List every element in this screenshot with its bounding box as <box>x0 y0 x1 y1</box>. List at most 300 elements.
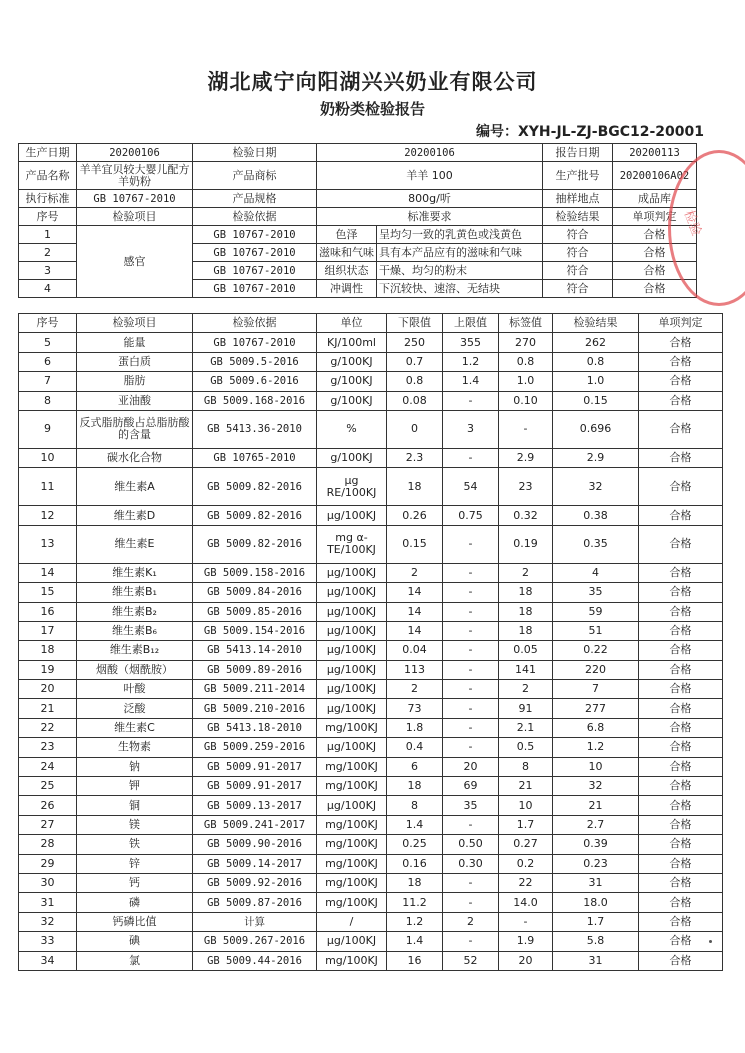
result-cell: 0.15 <box>553 391 639 410</box>
basis-cell: GB 10765-2010 <box>193 448 317 467</box>
judgement-cell: 合格 <box>639 699 723 718</box>
report-number: 编号：XYH-JL-ZJ-BGC12-20001 <box>476 124 705 140</box>
unit-cell: % <box>317 410 387 448</box>
nutrient-row <box>19 506 723 525</box>
judgement-cell: 合格 <box>639 468 723 506</box>
item-name: 碳水化合物 <box>77 448 193 467</box>
row-number: 13 <box>19 525 77 563</box>
nutrient-row <box>19 854 723 873</box>
max-cell: 69 <box>443 777 499 796</box>
row-number: 5 <box>19 333 77 352</box>
nutrient-row <box>19 718 723 737</box>
row-number: 23 <box>19 738 77 757</box>
nutrient-row <box>19 448 723 467</box>
nutrient-row <box>19 602 723 621</box>
unit-cell: g/100KJ <box>317 448 387 467</box>
basis-cell: GB 5009.241-2017 <box>193 815 317 834</box>
col-header: 单位 <box>317 314 387 333</box>
company-name: 湖北咸宁向阳湖兴兴奶业有限公司 <box>207 70 538 94</box>
unit-cell: μg/100KJ <box>317 796 387 815</box>
max-cell: - <box>443 641 499 660</box>
min-cell: 14 <box>387 583 443 602</box>
result-cell: 5.8 <box>553 932 639 951</box>
col-header: 标签值 <box>499 314 553 333</box>
nutrient-row <box>19 525 723 563</box>
unit-cell: mg/100KJ <box>317 777 387 796</box>
item-name: 维生素D <box>77 506 193 525</box>
basis-cell: GB 5009.14-2017 <box>193 854 317 873</box>
row-number: 18 <box>19 641 77 660</box>
row-number: 15 <box>19 583 77 602</box>
report-date-label: 报告日期 <box>543 144 613 162</box>
item-name: 镁 <box>77 815 193 834</box>
result-cell: 262 <box>553 333 639 352</box>
basis-cell: GB 10767-2010 <box>193 244 317 262</box>
nutrient-row <box>19 835 723 854</box>
min-cell: 8 <box>387 796 443 815</box>
label-value-cell: 91 <box>499 699 553 718</box>
nutrient-row <box>19 563 723 582</box>
label-value-cell: 20 <box>499 951 553 970</box>
unit-cell: mg/100KJ <box>317 873 387 892</box>
judgement-cell: 合格 <box>639 796 723 815</box>
col-header: 标准要求 <box>317 208 543 226</box>
item-name: 脂肪 <box>77 372 193 391</box>
min-cell: 0.08 <box>387 391 443 410</box>
max-cell: - <box>443 602 499 621</box>
item-name: 维生素A <box>77 468 193 506</box>
row-number: 2 <box>19 244 77 262</box>
item-name: 蛋白质 <box>77 352 193 371</box>
nutrient-row <box>19 796 723 815</box>
info-row-1 <box>19 144 697 162</box>
min-cell: 250 <box>387 333 443 352</box>
item-name: 维生素K₁ <box>77 563 193 582</box>
unit-cell: KJ/100ml <box>317 333 387 352</box>
requirement-cell: 干燥、均匀的粉末 <box>377 262 543 280</box>
min-cell: 0.26 <box>387 506 443 525</box>
result-cell: 1.0 <box>553 372 639 391</box>
result-cell: 0.35 <box>553 525 639 563</box>
unit-cell: μg/100KJ <box>317 621 387 640</box>
basis-cell: GB 5009.158-2016 <box>193 563 317 582</box>
judgement-cell: 合格 <box>613 244 697 262</box>
attribute-cell: 滋味和气味 <box>317 244 377 262</box>
row-number: 1 <box>19 226 77 244</box>
judgement-cell: 合格 <box>639 660 723 679</box>
max-cell: 2 <box>443 912 499 931</box>
label-value-cell: 0.32 <box>499 506 553 525</box>
unit-cell: mg/100KJ <box>317 951 387 970</box>
label-value-cell: 22 <box>499 873 553 892</box>
max-cell: - <box>443 699 499 718</box>
nutrient-row <box>19 680 723 699</box>
spec-label: 产品规格 <box>193 190 317 208</box>
judgement-cell: 合格 <box>639 932 723 951</box>
row-number: 3 <box>19 262 77 280</box>
place-label: 抽样地点 <box>543 190 613 208</box>
judgement-cell: 合格 <box>639 854 723 873</box>
min-cell: 1.4 <box>387 815 443 834</box>
item-name: 铜 <box>77 796 193 815</box>
requirement-cell: 具有本产品应有的滋味和气味 <box>377 244 543 262</box>
judgement-cell: 合格 <box>613 262 697 280</box>
unit-cell: μg/100KJ <box>317 738 387 757</box>
max-cell: - <box>443 873 499 892</box>
row-number: 32 <box>19 912 77 931</box>
nutrient-row <box>19 777 723 796</box>
judgement-cell: 合格 <box>639 525 723 563</box>
basis-cell: 计算 <box>193 912 317 931</box>
label-value-cell: 0.05 <box>499 641 553 660</box>
sensory-header-row <box>19 208 697 226</box>
nutrient-row <box>19 641 723 660</box>
col-header: 检验依据 <box>193 314 317 333</box>
label-value-cell: 2.9 <box>499 448 553 467</box>
item-name: 氯 <box>77 951 193 970</box>
result-cell: 4 <box>553 563 639 582</box>
col-header: 单项判定 <box>639 314 723 333</box>
min-cell: 0.15 <box>387 525 443 563</box>
label-value-cell: 141 <box>499 660 553 679</box>
batch-label: 生产批号 <box>543 162 613 190</box>
result-cell: 1.7 <box>553 912 639 931</box>
col-header: 检验结果 <box>543 208 613 226</box>
row-number: 7 <box>19 372 77 391</box>
result-cell: 7 <box>553 680 639 699</box>
nutrient-row <box>19 912 723 931</box>
label-value-cell: 2 <box>499 680 553 699</box>
max-cell: 355 <box>443 333 499 352</box>
brand-value: 羊羊 100 <box>317 162 543 190</box>
basis-cell: GB 5009.89-2016 <box>193 660 317 679</box>
col-header: 检验项目 <box>77 314 193 333</box>
report-title: 奶粉类检验报告 <box>319 100 425 118</box>
unit-cell: g/100KJ <box>317 352 387 371</box>
judgement-cell: 合格 <box>639 602 723 621</box>
row-number: 11 <box>19 468 77 506</box>
row-number: 30 <box>19 873 77 892</box>
judgement-cell: 合格 <box>639 372 723 391</box>
attribute-cell: 组织状态 <box>317 262 377 280</box>
basis-cell: GB 5413.14-2010 <box>193 641 317 660</box>
unit-cell: μg/100KJ <box>317 602 387 621</box>
sensory-table <box>18 143 697 298</box>
min-cell: 2 <box>387 680 443 699</box>
judgement-cell: 合格 <box>639 718 723 737</box>
item-name: 泛酸 <box>77 699 193 718</box>
max-cell: - <box>443 448 499 467</box>
result-cell: 220 <box>553 660 639 679</box>
min-cell: 18 <box>387 873 443 892</box>
min-cell: 14 <box>387 621 443 640</box>
unit-cell: mg α-TE/100KJ <box>317 525 387 563</box>
requirement-cell: 下沉较快、速溶、无结块 <box>377 280 543 298</box>
basis-cell: GB 5413.36-2010 <box>193 410 317 448</box>
label-value-cell: 0.10 <box>499 391 553 410</box>
col-header: 序号 <box>19 314 77 333</box>
unit-cell: μg/100KJ <box>317 506 387 525</box>
item-name: 钙磷比值 <box>77 912 193 931</box>
label-value-cell: 0.19 <box>499 525 553 563</box>
max-cell: - <box>443 738 499 757</box>
basis-cell: GB 5009.210-2016 <box>193 699 317 718</box>
result-cell: 0.39 <box>553 835 639 854</box>
min-cell: 1.2 <box>387 912 443 931</box>
nutrient-row <box>19 468 723 506</box>
label-value-cell: 2.1 <box>499 718 553 737</box>
col-header: 检验项目 <box>77 208 193 226</box>
min-cell: 0 <box>387 410 443 448</box>
judgement-cell: 合格 <box>639 448 723 467</box>
unit-cell: mg/100KJ <box>317 835 387 854</box>
place-value: 成品库 <box>613 190 697 208</box>
basis-cell: GB 5009.6-2016 <box>193 372 317 391</box>
product-name-value: 羊羊宜贝较大婴儿配方羊奶粉 <box>77 162 193 190</box>
min-cell: 14 <box>387 602 443 621</box>
label-value-cell: 14.0 <box>499 893 553 912</box>
judgement-cell: 合格 <box>639 912 723 931</box>
min-cell: 18 <box>387 777 443 796</box>
report-date-value: 20200113 <box>613 144 697 162</box>
nutrient-row <box>19 410 723 448</box>
result-cell: 31 <box>553 951 639 970</box>
basis-cell: GB 5009.85-2016 <box>193 602 317 621</box>
label-value-cell: 18 <box>499 583 553 602</box>
row-number: 21 <box>19 699 77 718</box>
row-number: 28 <box>19 835 77 854</box>
result-cell: 符合 <box>543 280 613 298</box>
max-cell: 1.2 <box>443 352 499 371</box>
item-name: 维生素B₁ <box>77 583 193 602</box>
result-cell: 0.22 <box>553 641 639 660</box>
label-value-cell: 270 <box>499 333 553 352</box>
item-name: 磷 <box>77 893 193 912</box>
basis-cell: GB 5009.211-2014 <box>193 680 317 699</box>
item-name: 反式脂肪酸占总脂肪酸的含量 <box>77 410 193 448</box>
basis-cell: GB 5009.168-2016 <box>193 391 317 410</box>
row-number: 4 <box>19 280 77 298</box>
max-cell: - <box>443 621 499 640</box>
judgement-cell: 合格 <box>639 738 723 757</box>
item-name: 锌 <box>77 854 193 873</box>
result-cell: 6.8 <box>553 718 639 737</box>
item-name: 维生素B₁₂ <box>77 641 193 660</box>
judgement-cell: 合格 <box>639 506 723 525</box>
row-number: 25 <box>19 777 77 796</box>
judgement-cell: 合格 <box>639 893 723 912</box>
nutrient-row <box>19 932 723 951</box>
result-cell: 35 <box>553 583 639 602</box>
label-value-cell: 18 <box>499 602 553 621</box>
item-name: 叶酸 <box>77 680 193 699</box>
judgement-cell: 合格 <box>639 873 723 892</box>
judgement-cell: 合格 <box>639 951 723 970</box>
insp-date-label: 检验日期 <box>193 144 317 162</box>
min-cell: 2 <box>387 563 443 582</box>
judgement-cell: 合格 <box>639 583 723 602</box>
stamp-text: 检验 <box>680 208 704 238</box>
basis-cell: GB 5009.91-2017 <box>193 757 317 776</box>
basis-cell: GB 5009.87-2016 <box>193 893 317 912</box>
max-cell: - <box>443 680 499 699</box>
result-cell: 10 <box>553 757 639 776</box>
label-value-cell: 10 <box>499 796 553 815</box>
basis-cell: GB 5009.44-2016 <box>193 951 317 970</box>
row-number: 22 <box>19 718 77 737</box>
basis-cell: GB 10767-2010 <box>193 280 317 298</box>
nutrient-row <box>19 951 723 970</box>
max-cell: 0.50 <box>443 835 499 854</box>
label-value-cell: 1.0 <box>499 372 553 391</box>
unit-cell: mg/100KJ <box>317 893 387 912</box>
min-cell: 0.16 <box>387 854 443 873</box>
result-cell: 0.38 <box>553 506 639 525</box>
nutrient-row <box>19 333 723 352</box>
nutrient-row <box>19 757 723 776</box>
nutrient-row <box>19 873 723 892</box>
result-cell: 18.0 <box>553 893 639 912</box>
judgement-cell: 合格 <box>639 777 723 796</box>
max-cell: - <box>443 391 499 410</box>
max-cell: - <box>443 893 499 912</box>
item-name: 生物素 <box>77 738 193 757</box>
row-number: 27 <box>19 815 77 834</box>
min-cell: 0.04 <box>387 641 443 660</box>
scan-speck <box>709 940 712 943</box>
sensory-group-label: 感官 <box>77 226 193 298</box>
attribute-cell: 冲调性 <box>317 280 377 298</box>
requirement-cell: 呈均匀一致的乳黄色或浅黄色 <box>377 226 543 244</box>
unit-cell: μg RE/100KJ <box>317 468 387 506</box>
max-cell: - <box>443 563 499 582</box>
unit-cell: mg/100KJ <box>317 757 387 776</box>
judgement-cell: 合格 <box>639 757 723 776</box>
unit-cell: μg/100KJ <box>317 680 387 699</box>
row-number: 26 <box>19 796 77 815</box>
item-name: 碘 <box>77 932 193 951</box>
col-header: 检验依据 <box>193 208 317 226</box>
result-cell: 符合 <box>543 262 613 280</box>
unit-cell: g/100KJ <box>317 372 387 391</box>
batch-value: 20200106A02 <box>613 162 697 190</box>
row-number: 9 <box>19 410 77 448</box>
nutrient-header-row <box>19 314 723 333</box>
judgement-cell: 合格 <box>639 410 723 448</box>
row-number: 6 <box>19 352 77 371</box>
brand-label: 产品商标 <box>193 162 317 190</box>
result-cell: 符合 <box>543 226 613 244</box>
label-value-cell: - <box>499 912 553 931</box>
result-cell: 2.7 <box>553 815 639 834</box>
min-cell: 1.8 <box>387 718 443 737</box>
result-cell: 21 <box>553 796 639 815</box>
judgement-cell: 合格 <box>639 333 723 352</box>
row-number: 16 <box>19 602 77 621</box>
insp-date-value: 20200106 <box>317 144 543 162</box>
item-name: 亚油酸 <box>77 391 193 410</box>
nutrient-row <box>19 738 723 757</box>
basis-cell: GB 5009.84-2016 <box>193 583 317 602</box>
basis-cell: GB 10767-2010 <box>193 333 317 352</box>
judgement-cell: 合格 <box>639 391 723 410</box>
basis-cell: GB 5009.259-2016 <box>193 738 317 757</box>
col-header: 上限值 <box>443 314 499 333</box>
unit-cell: g/100KJ <box>317 391 387 410</box>
row-number: 10 <box>19 448 77 467</box>
row-number: 33 <box>19 932 77 951</box>
label-value-cell: 8 <box>499 757 553 776</box>
result-cell: 2.9 <box>553 448 639 467</box>
unit-cell: μg/100KJ <box>317 641 387 660</box>
row-number: 12 <box>19 506 77 525</box>
max-cell: 52 <box>443 951 499 970</box>
nutrient-row <box>19 815 723 834</box>
label-value-cell: 0.2 <box>499 854 553 873</box>
basis-cell: GB 5009.13-2017 <box>193 796 317 815</box>
max-cell: - <box>443 932 499 951</box>
min-cell: 73 <box>387 699 443 718</box>
max-cell: 3 <box>443 410 499 448</box>
min-cell: 18 <box>387 468 443 506</box>
basis-cell: GB 5009.90-2016 <box>193 835 317 854</box>
unit-cell: μg/100KJ <box>317 660 387 679</box>
min-cell: 0.4 <box>387 738 443 757</box>
judgement-cell: 合格 <box>639 563 723 582</box>
max-cell: 1.4 <box>443 372 499 391</box>
result-cell: 32 <box>553 468 639 506</box>
info-row-3 <box>19 190 697 208</box>
col-header: 下限值 <box>387 314 443 333</box>
standard-label: 执行标准 <box>19 190 77 208</box>
item-name: 维生素C <box>77 718 193 737</box>
row-number: 31 <box>19 893 77 912</box>
min-cell: 0.8 <box>387 372 443 391</box>
basis-cell: GB 5009.82-2016 <box>193 468 317 506</box>
max-cell: - <box>443 718 499 737</box>
max-cell: - <box>443 525 499 563</box>
nutrient-row <box>19 660 723 679</box>
result-cell: 0.23 <box>553 854 639 873</box>
item-name: 能量 <box>77 333 193 352</box>
min-cell: 16 <box>387 951 443 970</box>
min-cell: 0.25 <box>387 835 443 854</box>
basis-cell: GB 5413.18-2010 <box>193 718 317 737</box>
min-cell: 113 <box>387 660 443 679</box>
prod-date-label: 生产日期 <box>19 144 77 162</box>
row-number: 14 <box>19 563 77 582</box>
row-number: 29 <box>19 854 77 873</box>
standard-value: GB 10767-2010 <box>77 190 193 208</box>
row-number: 24 <box>19 757 77 776</box>
unit-cell: μg/100KJ <box>317 932 387 951</box>
min-cell: 2.3 <box>387 448 443 467</box>
nutrient-row <box>19 583 723 602</box>
judgement-cell: 合格 <box>639 835 723 854</box>
attribute-cell: 色泽 <box>317 226 377 244</box>
label-value-cell: 21 <box>499 777 553 796</box>
col-header: 检验结果 <box>553 314 639 333</box>
basis-cell: GB 5009.5-2016 <box>193 352 317 371</box>
row-number: 20 <box>19 680 77 699</box>
unit-cell: μg/100KJ <box>317 563 387 582</box>
unit-cell: mg/100KJ <box>317 815 387 834</box>
result-cell: 0.8 <box>553 352 639 371</box>
label-value-cell: 0.5 <box>499 738 553 757</box>
col-header: 序号 <box>19 208 77 226</box>
basis-cell: GB 5009.154-2016 <box>193 621 317 640</box>
item-name: 钙 <box>77 873 193 892</box>
